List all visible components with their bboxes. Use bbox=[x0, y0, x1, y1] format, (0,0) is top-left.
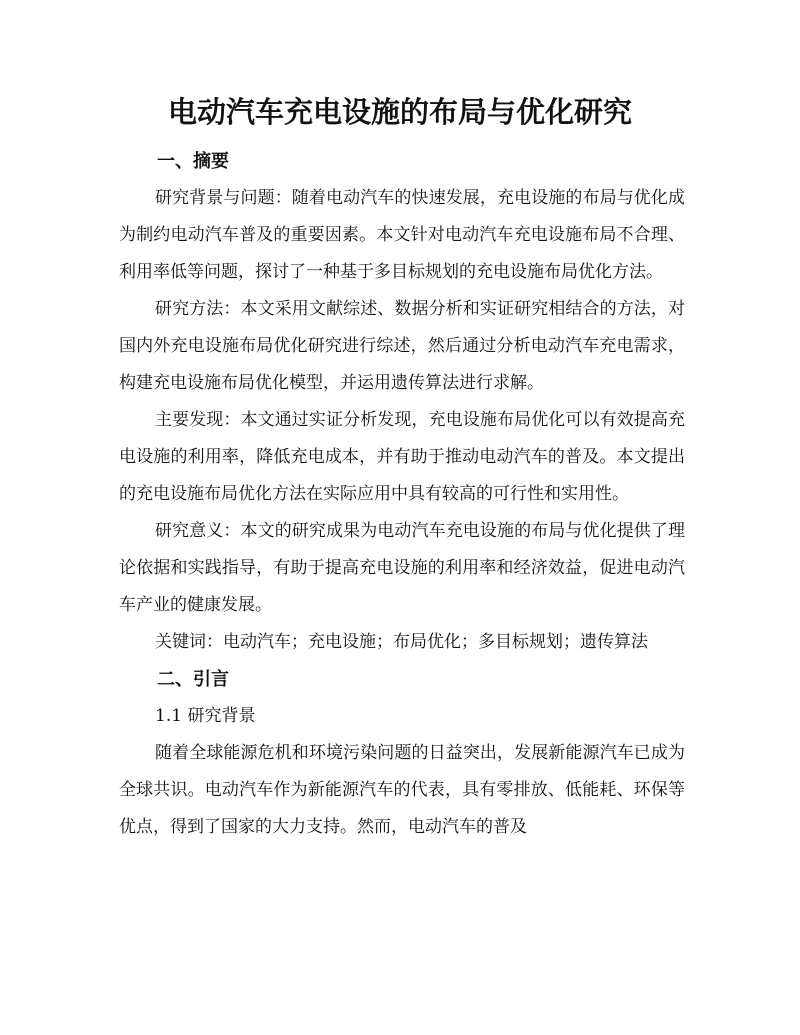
document-title: 电动汽车充电设施的布局与优化研究 bbox=[167, 95, 632, 129]
document-body bbox=[119, 143, 685, 846]
intro-paragraph: 随着全球能源危机和环境污染问题的日益突出，发展新能源汽车已成为全球共识。电动汽车作为新能源汽车的代表，具有零排放、低能耗、环保等优点，得到了国家的大力支持。然而，电动汽车的普及 bbox=[119, 743, 685, 837]
abstract-methods-paragraph: 研究方法：本文采用文献综述、数据分析和实证研究相结合的方法，对国内外充电设施布局优化研究进行综述，然后通过分析电动汽车充电需求，构建充电设施布局优化模型，并运用遗传算法进行求解。 bbox=[119, 299, 685, 393]
abstract-background-paragraph: 研究背景与问题：随着电动汽车的快速发展，充电设施的布局与优化成为制约电动汽车普及的重要因素。本文针对电动汽车充电设施布局不合理、利用率低等问题，探讨了一种基于多目标规划的充电设施布局优化方法。 bbox=[119, 188, 685, 282]
keywords-paragraph: 关键词：电动汽车；充电设施；布局优化；多目标规划；遗传算法 bbox=[155, 632, 648, 652]
abstract-findings-paragraph: 主要发现：本文通过实证分析发现，充电设施布局优化可以有效提高充电设施的利用率，降低充电成本，并有助于推动电动汽车的普及。本文提出的充电设施布局优化方法在实际应用中具有较高的可行性和实用性。 bbox=[119, 410, 685, 504]
intro-subheading: 1.1 研究背景 bbox=[155, 706, 256, 726]
abstract-significance-paragraph: 研究意义：本文的研究成果为电动汽车充电设施的布局与优化提供了理论依据和实践指导，有助于提高充电设施的利用率和经济效益，促进电动汽车产业的健康发展。 bbox=[119, 521, 685, 615]
intro-heading: 二、引言 bbox=[157, 669, 229, 690]
abstract-heading: 一、摘要 bbox=[157, 151, 229, 172]
